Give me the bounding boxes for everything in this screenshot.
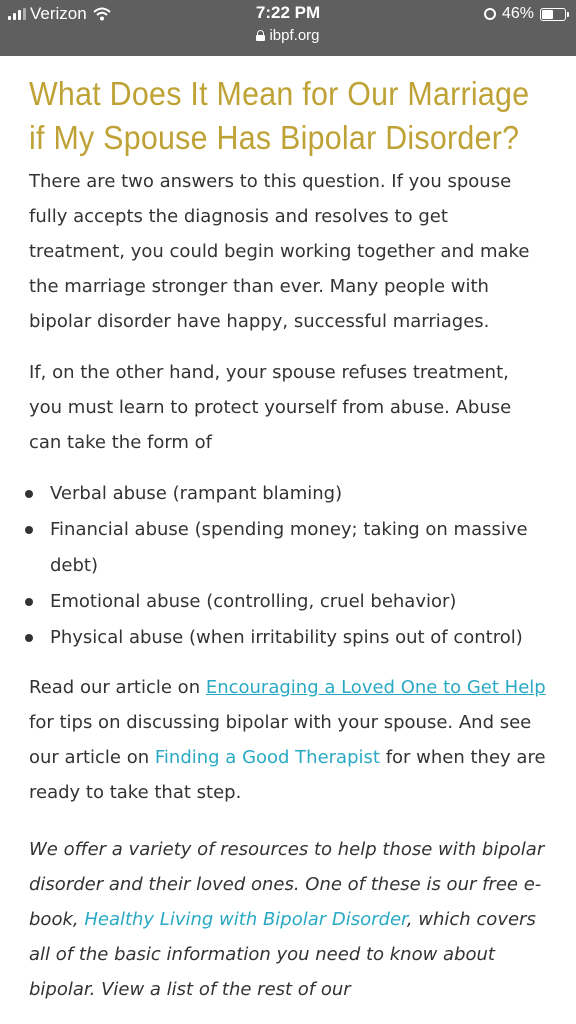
alarm-icon <box>484 8 496 20</box>
text-segment: for when they are ready to take that step. <box>29 747 546 803</box>
status-bar <box>0 0 576 56</box>
battery-icon <box>540 8 566 21</box>
carrier-label: Verizon <box>30 4 87 23</box>
paragraph-answers: There are two answers to this question. If you spouse fully accepts the diagnosis and resolves to get treatment, you could begin working together and make the marriage stronger than ever. Many people with bipolar disorder have happy, successful marriages. <box>29 171 530 332</box>
text-segment: Read our article on <box>29 677 206 698</box>
text-segment: for tips on discussing bipolar with your spouse. And see our article on <box>29 712 532 768</box>
list-item: Physical abuse (when irritability spins out of control) <box>21 620 546 656</box>
article-title: What Does It Mean for Our Marriage if My Spouse Has Bipolar Disorder? <box>29 75 530 156</box>
paragraph-read-article <box>29 670 546 810</box>
url-bar[interactable] <box>0 27 576 44</box>
paragraph-resources <box>29 832 546 1007</box>
link-encouraging-loved-one[interactable]: Encouraging a Loved One to Get Help <box>205 677 546 698</box>
list-item: Verbal abuse (rampant blaming) <box>21 476 546 512</box>
status-right <box>484 5 566 23</box>
url-text: ibpf.org <box>269 27 320 44</box>
article-content <box>0 72 576 1007</box>
paragraph-refuses-treatment: If, on the other hand, your spouse refuses treatment, you must learn to protect yourself from abuse. Abuse can take the form of <box>29 362 512 453</box>
battery-percent: 46% <box>501 5 534 22</box>
abuse-list <box>21 476 546 656</box>
link-healthy-living-ebook[interactable]: Healthy Living with Bipolar Disorder <box>84 909 407 930</box>
text-segment: We offer a variety of resources to help those with bipolar disorder and their loved ones. One of these is our free e-book, <box>29 839 545 930</box>
text-segment: , which covers all of the basic information you need to know about bipolar. View a list of the rest of our <box>29 909 536 1000</box>
clock-time: 7:22 PM <box>255 3 321 22</box>
lock-icon <box>256 30 265 41</box>
link-finding-therapist[interactable]: Finding a Good Therapist <box>154 747 380 768</box>
list-item: Financial abuse (spending money; taking on massive debt) <box>21 512 546 584</box>
list-item: Emotional abuse (controlling, cruel behavior) <box>21 584 546 620</box>
